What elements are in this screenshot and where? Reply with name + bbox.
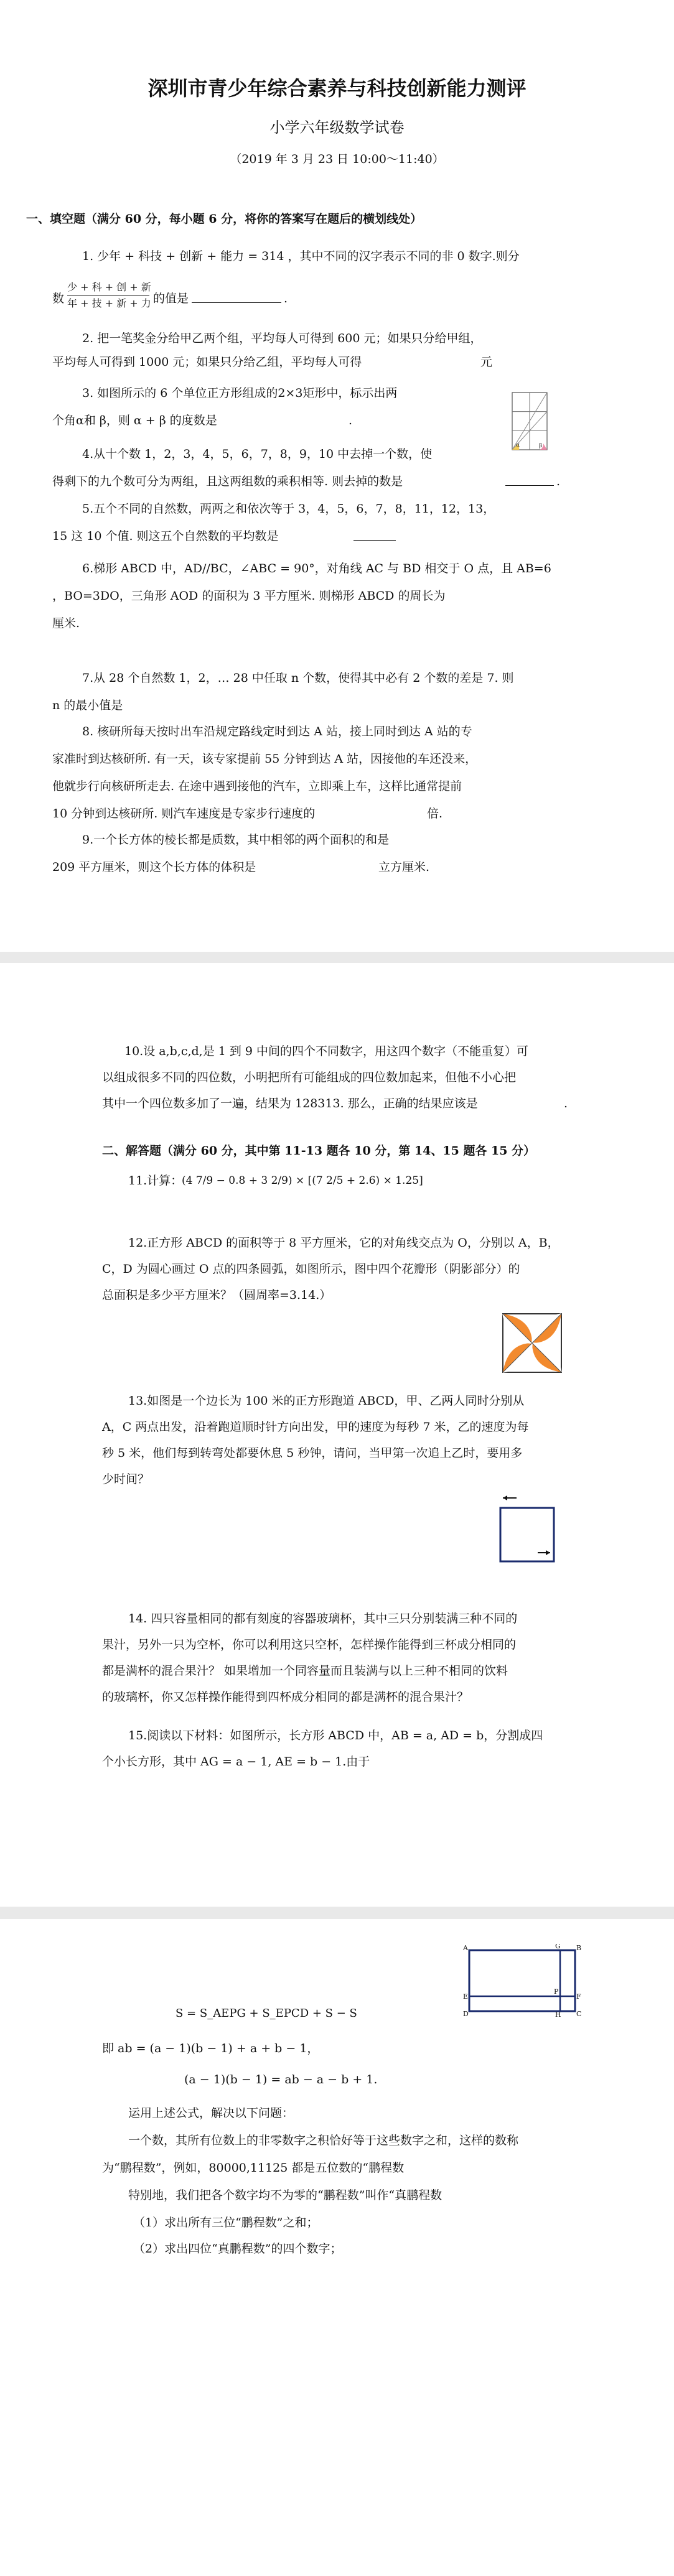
beta-label: β (539, 443, 543, 449)
q9-line2: 209 平方厘米，则这个长方体的体积是 (52, 860, 256, 874)
q4-line1: 4.从十个数 1，2，3，4，5，6，7，8，9，10 中去掉一个数，使 (82, 447, 433, 461)
q12-petal-figure (502, 1313, 563, 1374)
arrow-left-icon (503, 1495, 507, 1500)
q4-period: . (556, 475, 561, 488)
q14-line2: 果汁，另外一只为空杯，你可以利用这只空杯，怎样操作能得到三杯成分相同的 (102, 1638, 517, 1652)
q2-line2-unit: 元 (480, 355, 493, 369)
q10-answer-blank (546, 1096, 565, 1107)
q1-fraction-denominator: 年 + 技 + 新 + 力 (67, 297, 151, 309)
label-D: D (463, 2010, 469, 2017)
label-P: P (554, 1988, 559, 1996)
label-F: F (576, 1992, 581, 2001)
label-G: G (555, 1944, 561, 1950)
q11-label: 11.计算： (128, 1174, 183, 1188)
arrow-right-icon (546, 1550, 550, 1555)
q3-line2: 个角α和 β，则 α + β 的度数是 (52, 414, 217, 427)
q1-fraction-numerator: 少 + 科 + 创 + 新 (67, 281, 151, 293)
q15-para-1: 运用上述公式，解决以下问题： (128, 2106, 294, 2120)
q8-line2: 家准时到达核研所. 有一天，该专家提前 55 分钟到达 A 站，因接他的车还没来， (52, 752, 477, 766)
q10-period: . (564, 1097, 568, 1110)
q6-line2: ，BO=3DO，三角形 AOD 的面积为 3 平方厘米. 则梯形 ABCD 的周长为 (52, 589, 446, 603)
q1-period: . (284, 292, 288, 305)
q12-line3: 总面积是多少平方厘米？（圆周率=3.14.） (102, 1288, 332, 1302)
q9-line1: 9.一个长方体的棱长都是质数，其中相邻的两个面积的和是 (82, 833, 390, 847)
q15-task-2: （2）求出四位“真鹏程数”的四个数字； (133, 2242, 342, 2256)
q13-line1: 13.如图是一个边长为 100 米的正方形跑道 ABCD，甲、乙两人同时分别从 (128, 1394, 525, 1408)
q15-equation-2: 即 ab = (a − 1)(b − 1) + a + b − 1， (102, 2042, 319, 2055)
exam-subtitle: 小学六年级数学试卷 (269, 119, 405, 136)
q6-line1: 6.梯形 ABCD 中，AD//BC，∠ABC = 90°，对角线 AC 与 BD 相交于 O 点，且 AB=6 (82, 562, 551, 575)
q15-equation-1: S = S_AEPG + S_EPCD + S − S (176, 2007, 357, 2020)
section-1-heading: 一、填空题（满分 60 分，每小题 6 分，将你的答案写在题后的横划线处） (26, 212, 423, 226)
q8-line4: 10 分钟到达核研所. 则汽车速度是专家步行速度的 (52, 807, 316, 821)
q8-line4-end: 倍. (427, 807, 443, 821)
alpha-label: α (516, 442, 520, 449)
q6-line3: 厘米. (52, 616, 80, 630)
q12-line2: C，D 为圆心画过 O 点的四条圆弧，如图所示，图中四个花瓣形（阴影部分）的 (102, 1262, 520, 1276)
q14-line3: 都是满杯的混合果汁？ 如果增加一个同容量而且装满与以上三种不相同的饮料 (102, 1664, 508, 1678)
q10-line1: 10.设 a,b,c,d,是 1 到 9 中间的四个不同数字，用这四个数字（不能重复）可 (124, 1044, 529, 1058)
q13-line3: 秒 5 米，他们每到转弯处都要休息 5 秒钟，请问，当甲第一次追上乙时，要用多 (102, 1446, 523, 1460)
q13-line2: A，C 两点出发，沿着跑道顺时针方向出发，甲的速度为每秒 7 米，乙的速度为每 (102, 1420, 529, 1434)
q12-line1: 12.正方形 ABCD 的面积等于 8 平方厘米，它的对角线交点为 O，分别以 A，B， (128, 1236, 559, 1250)
q4-line2: 得剩下的九个数可分为两组，且这两组数的乘积相等. 则去掉的数是 (52, 475, 403, 488)
label-C: C (576, 2010, 582, 2017)
q5-answer-blank (353, 529, 396, 541)
q15-para-2: 一个数，其所有位数上的非零数字之积恰好等于这些数字之和，这样的数称 (128, 2134, 519, 2147)
page-1 (0, 0, 674, 952)
q4-answer-blank (505, 474, 554, 486)
q14-line1: 14. 四只容量相同的都有刻度的容器玻璃杯，其中三只分别装满三种不同的 (128, 1612, 518, 1625)
q11-expression: (4 7/9 − 0.8 + 3 2/9) × [(7 2/5 + 2.6) × 1.25] (182, 1174, 423, 1187)
q5-line1: 5.五个不同的自然数，两两之和依次等于 3，4，5，6，7，8，11，12，13， (82, 502, 495, 516)
q15-task-1: （1）求出所有三位“鹏程数”之和； (133, 2216, 319, 2230)
q2-line1: 2. 把一笔奖金分给甲乙两个组，平均每人可得到 600 元；如果只分给甲组， (82, 332, 482, 345)
page-gap-2 (0, 1907, 674, 1919)
q10-line2: 以组成很多不同的四位数，小明把所有可能组成的四位数加起来，但他不小心把 (102, 1071, 517, 1084)
q3-grid-figure (512, 392, 548, 450)
q15-line1: 15.阅读以下材料：如图所示，长方形 ABCD 中，AB = a, AD = b，分割成四 (128, 1729, 543, 1742)
q9-line2-end: 立方厘米. (378, 860, 430, 874)
q3-line1: 3. 如图所示的 6 个单位正方形组成的2×3矩形中，标示出两 (82, 386, 398, 400)
q2-line2: 平均每人可得到 1000 元；如果只分给乙组，平均每人可得 (52, 355, 362, 369)
q1-line2-start: 数 (52, 292, 65, 305)
q1-line2-end: 的值是 (153, 292, 189, 305)
exam-title: 深圳市青少年综合素养与科技创新能力测评 (147, 77, 527, 100)
q1-answer-blank (192, 291, 281, 303)
q5-line2: 15 这 10 个值. 则这五个自然数的平均数是 (52, 529, 279, 543)
q8-line3: 他就步行向核研所走去. 在途中遇到接他的汽车，立即乘上车，这样比通常提前 (52, 779, 462, 793)
section-2-heading: 二、解答题（满分 60 分，其中第 11-13 题各 10 分，第 14、15 题各 15 分） (102, 1144, 536, 1158)
page-gap-1 (0, 952, 674, 963)
q1-line1: 1. 少年 + 科技 + 创新 + 能力 = 314 ，其中不同的汉字表示不同的非 0 数字.则分 (82, 249, 520, 263)
q8-line1: 8. 核研所每天按时出车沿规定路线定时到达 A 站，接上同时到达 A 站的专 (82, 725, 472, 738)
q15-rectangle-figure (462, 1944, 583, 2017)
q13-track-figure (493, 1490, 561, 1565)
q15-para-3: 为“鹏程数”，例如，80000,11125 都是五位数的“鹏程数 (102, 2161, 405, 2175)
q15-para-4: 特别地，我们把各个数字均不为零的“鹏程数”叫作“真鹏程数 (128, 2188, 442, 2202)
page-2 (0, 963, 674, 1907)
q7-line1: 7.从 28 个自然数 1，2，… 28 中任取 n 个数，使得其中必有 2 个数的差是 7. 则 (82, 671, 514, 685)
page-3 (0, 1919, 674, 2576)
q7-line2: n 的最小值是 (52, 699, 123, 712)
label-A: A (463, 1944, 468, 1952)
q13-line4: 少时间？ (102, 1472, 150, 1486)
q14-line4: 的玻璃杯，你又怎样操作能得到四杯成分相同的都是满杯的混合果汁？ (102, 1690, 469, 1704)
q3-line2-end: . (349, 414, 353, 427)
label-E: E (463, 1992, 469, 2001)
q15-line2: 个小长方形，其中 AG = a − 1, AE = b − 1.由于 (102, 1755, 370, 1769)
q10-line3: 其中一个四位数多加了一遍，结果为 128313. 那么，正确的结果应该是 (102, 1097, 478, 1110)
q15-equation-3: (a − 1)(b − 1) = ab − a − b + 1. (184, 2073, 378, 2086)
exam-time: （2019 年 3 月 23 日 10:00～11:40） (230, 152, 444, 166)
label-H: H (555, 2011, 561, 2017)
label-B: B (576, 1944, 582, 1952)
